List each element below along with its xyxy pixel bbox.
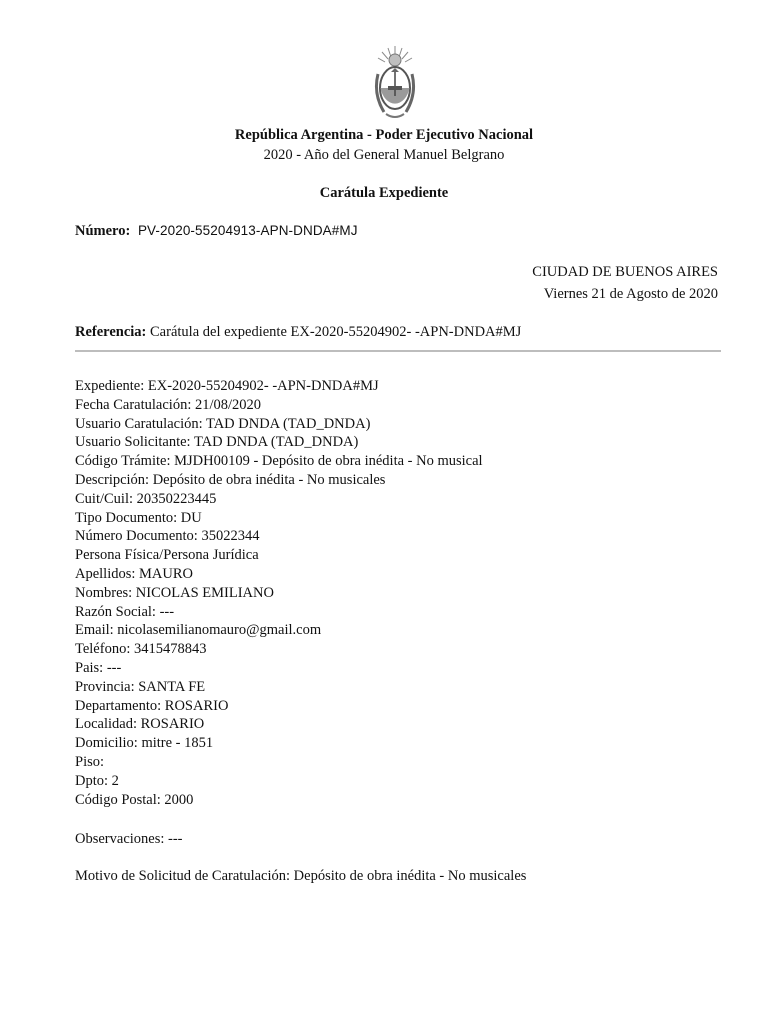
field-line: Apellidos: MAURO bbox=[75, 565, 194, 582]
field-line: Usuario Solicitante: TAD DNDA (TAD_DNDA) bbox=[75, 434, 359, 451]
referencia-label: Referencia: bbox=[75, 324, 147, 340]
city: CIUDAD DE BUENOS AIRES bbox=[532, 264, 718, 280]
country-line: República Argentina - Poder Ejecutivo Nacional bbox=[234, 127, 534, 143]
field-line: Email: nicolasemilianomauro@gmail.com bbox=[75, 622, 322, 639]
numero-row bbox=[75, 223, 358, 240]
field-line: Número Documento: 35022344 bbox=[75, 528, 260, 545]
field-line: Código Postal: 2000 bbox=[75, 791, 194, 808]
field-line: Código Trámite: MJDH00109 - Depósito de obra inédita - No musical bbox=[75, 453, 483, 470]
referencia-row bbox=[75, 324, 521, 341]
numero-label: Número: bbox=[75, 223, 131, 239]
observaciones: Observaciones: --- bbox=[75, 831, 183, 847]
document-date: Viernes 21 de Agosto de 2020 bbox=[543, 286, 718, 302]
field-line: Piso: bbox=[75, 753, 105, 770]
field-list bbox=[75, 377, 483, 809]
field-line: Expediente: EX-2020-55204902- -APN-DNDA#MJ bbox=[75, 378, 379, 394]
field-line: Fecha Caratulación: 21/08/2020 bbox=[75, 396, 262, 413]
document-title: Carátula Expediente bbox=[319, 185, 449, 201]
year-line: 2020 - Año del General Manuel Belgrano bbox=[263, 147, 505, 163]
field-line: Descripción: Depósito de obra inédita - No musicales bbox=[75, 471, 386, 488]
field-line: Provincia: SANTA FE bbox=[75, 678, 206, 695]
field-line: Dpto: 2 bbox=[75, 772, 119, 789]
field-line: Persona Física/Persona Jurídica bbox=[75, 547, 259, 564]
referencia-value: Carátula del expediente EX-2020-55204902- -APN-DNDA#MJ bbox=[150, 324, 522, 340]
coat-of-arms-icon bbox=[372, 44, 418, 124]
numero-value: PV-2020-55204913-APN-DNDA#MJ bbox=[137, 223, 358, 238]
field-line: Pais: --- bbox=[75, 659, 122, 676]
field-line: Cuit/Cuil: 20350223445 bbox=[75, 490, 217, 507]
field-line: Nombres: NICOLAS EMILIANO bbox=[75, 584, 274, 601]
field-line: Domicilio: mitre - 1851 bbox=[75, 735, 214, 752]
field-line: Teléfono: 3415478843 bbox=[75, 641, 207, 658]
divider bbox=[75, 350, 721, 352]
field-line: Usuario Caratulación: TAD DNDA (TAD_DNDA) bbox=[75, 415, 371, 432]
field-line: Razón Social: --- bbox=[75, 603, 175, 620]
field-line: Tipo Documento: DU bbox=[75, 509, 202, 526]
field-line: Localidad: ROSARIO bbox=[75, 716, 205, 733]
field-line: Departamento: ROSARIO bbox=[75, 697, 229, 714]
motivo-solicitud: Motivo de Solicitud de Caratulación: Depósito de obra inédita - No musicales bbox=[75, 868, 527, 884]
